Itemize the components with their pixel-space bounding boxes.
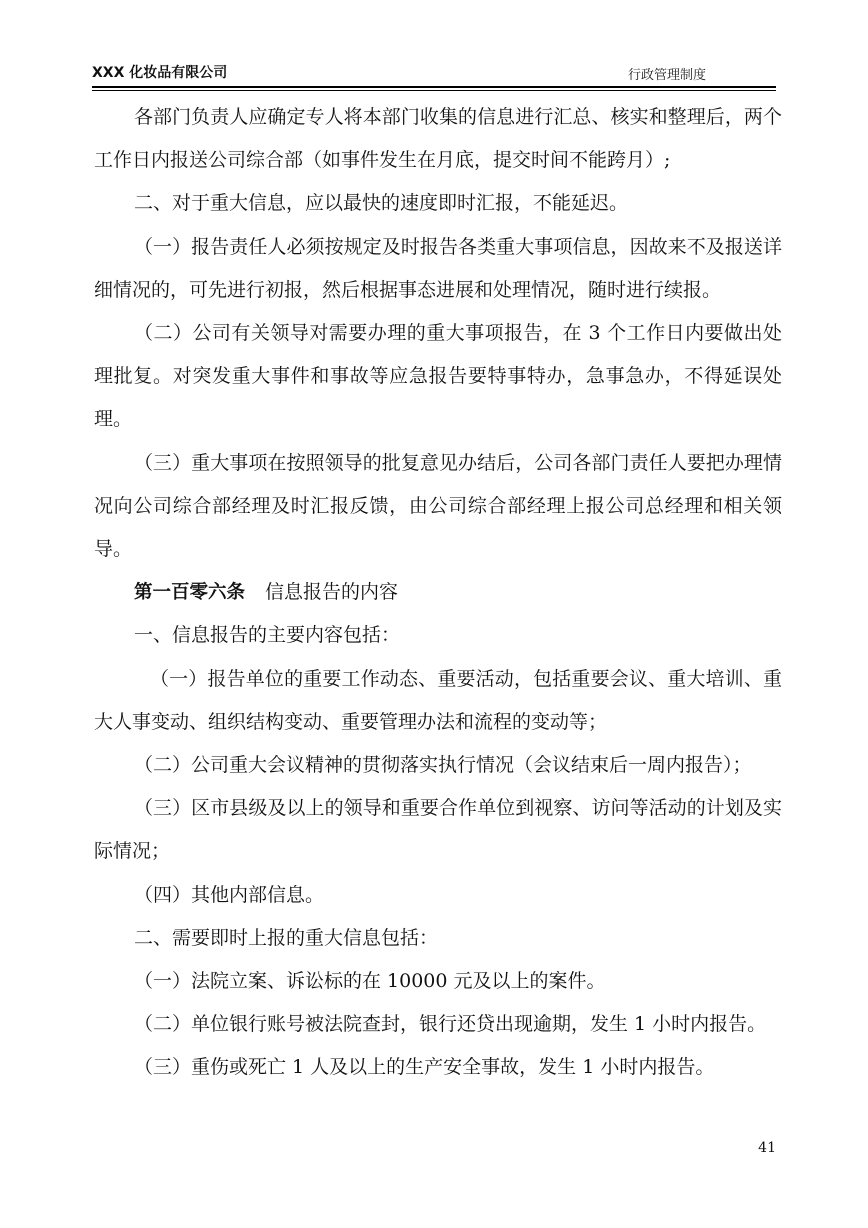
paragraph: 二、需要即时上报的重大信息包括：	[134, 926, 439, 949]
company-name: XXX 化妆品有限公司	[92, 65, 228, 81]
header-rule-thick	[92, 86, 776, 88]
paragraph: （一）报告单位的重要工作动态、重要活动，包括重要会议、重大培训、重大人事变动、组织结构变动、重要管理办法和流程的变动等；	[94, 667, 782, 733]
paragraph: 各部门负责人应确定专人将本部门收集的信息进行汇总、核实和整理后，两个工作日内报送公司综合部（如事件发生在月底，提交时间不能跨月）;	[94, 106, 782, 172]
document-body	[94, 96, 782, 1090]
article-number: 第一百零六条	[134, 582, 246, 604]
page-header	[92, 56, 776, 90]
paragraph: （四）其他内部信息。	[134, 883, 325, 906]
paragraph: （一）法院立案、诉讼标的在 10000 元及以上的案件。	[134, 970, 606, 993]
paragraph: （三）区市县级及以上的领导和重要合作单位到视察、访问等活动的计划及实际情况；	[94, 797, 782, 863]
article-heading	[94, 571, 782, 614]
paragraph: （二）公司有关领导对需要办理的重大事项报告，在 3 个工作日内要做出处理批复。对突发重大事件和事故等应急报告要特事特办，急事急办，不得延误处理。	[94, 322, 782, 431]
document-category: 行政管理制度	[627, 68, 706, 83]
paragraph: 一、信息报告的主要内容包括：	[134, 624, 401, 647]
paragraph: （二）单位银行账号被法院查封，银行还贷出现逾期，发生 1 小时内报告。	[134, 1013, 767, 1036]
paragraph: （三）重大事项在按照领导的批复意见办结后，公司各部门责任人要把办理情况向公司综合部经理及时汇报反馈，由公司综合部经理上报公司总经理和相关领导。	[94, 451, 782, 561]
page-number: 41	[758, 1140, 776, 1156]
paragraph: （三）重伤或死亡 1 人及以上的生产安全事故，发生 1 小时内报告。	[134, 1056, 715, 1079]
article-title: 信息报告的内容	[265, 581, 399, 604]
paragraph: （一）报告责任人必须按规定及时报告各类重大事项信息，因故来不及报送详细情况的，可先进行初报，然后根据事态进展和处理情况，随时进行续报。	[94, 235, 782, 301]
paragraph: （二）公司重大会议精神的贯彻落实执行情况（会议结束后一周内报告）；	[134, 754, 752, 777]
header-rule-thin	[92, 90, 776, 91]
paragraph: 二、对于重大信息，应以最快的速度即时汇报，不能延迟。	[134, 192, 629, 215]
